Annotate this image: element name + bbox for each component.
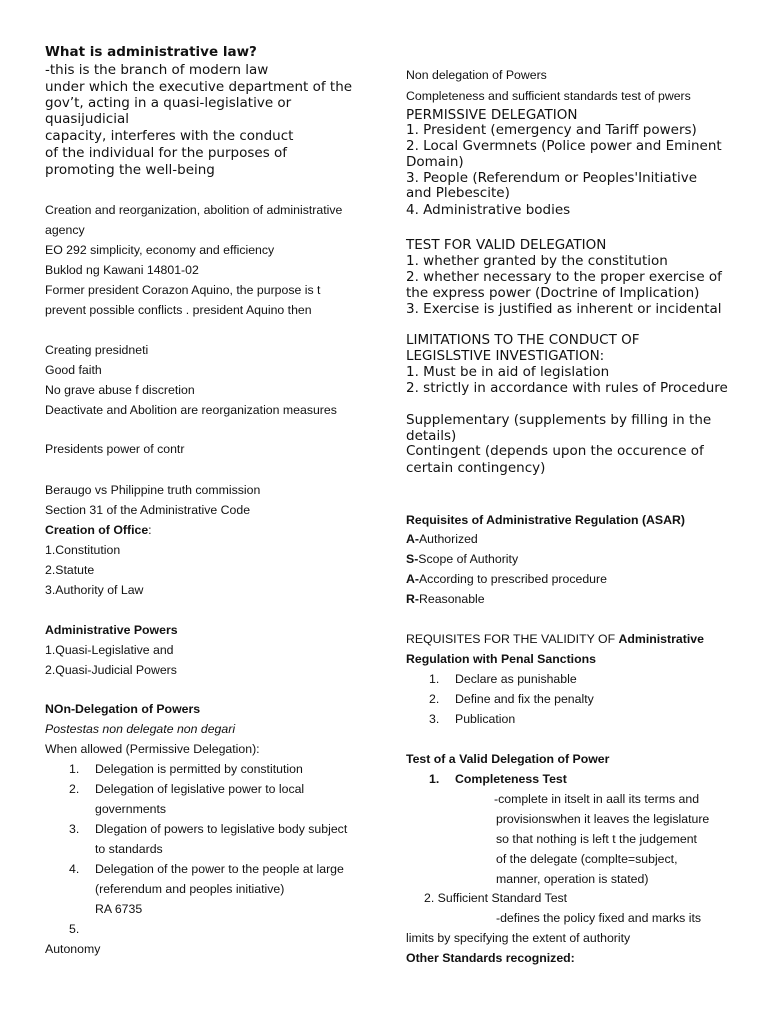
allowed-item: 3. Dlegation of powers to legislative body subject <box>69 822 348 836</box>
test-line: 2. whether necessary to the proper exercise of <box>406 269 722 285</box>
penal-item: 2. Define and fix the penalty <box>429 692 594 706</box>
creation-item: 2.Statute <box>45 563 95 577</box>
permissive-line: 3. People (Referendum or Peoples'Initiative <box>406 170 698 186</box>
admin-powers-item: 1.Quasi-Legislative and <box>45 643 174 657</box>
supp-line: Contingent (depends upon the occurence of <box>406 443 704 459</box>
asar-item: A-According to prescribed procedure <box>406 572 607 586</box>
test-line: 1. whether granted by the constitution <box>406 253 668 269</box>
penal-heading-cont: Regulation with Penal Sanctions <box>406 652 596 666</box>
penal-item: 3. Publication <box>429 712 516 726</box>
note-line: Former president Corazon Aquino, the purpose is t <box>45 283 321 297</box>
allowed-item: 5. <box>69 922 80 936</box>
asar-item: R-Reasonable <box>406 592 485 606</box>
supp-line: certain contingency) <box>406 460 546 476</box>
supp-line: details) <box>406 428 457 444</box>
completeness-line: Completeness and sufficient standards test of pwers <box>406 89 691 103</box>
test-line: 3. Exercise is justified as inherent or incidental <box>406 301 722 317</box>
doc-title: What is administrative law? <box>45 44 257 60</box>
definition-line: under which the executive department of the <box>45 79 353 95</box>
note-line: Section 31 of the Administrative Code <box>45 503 251 517</box>
completeness-desc: so that nothing is left t the judgement <box>496 832 697 846</box>
note-line: Creation and reorganization, abolition of administrative <box>45 203 343 217</box>
test-line: the express power (Doctrine of Implication) <box>406 285 700 301</box>
completeness-desc: -complete in itselt in aall its terms and <box>494 792 700 806</box>
definition-line: capacity, interferes with the conduct <box>45 128 294 144</box>
creation-item: 3.Authority of Law <box>45 583 144 597</box>
definition-line: gov’t, acting in a quasi-legislative or <box>45 95 292 111</box>
penal-item: 1. Declare as punishable <box>429 672 577 686</box>
permissive-line: 2. Local Gvermnets (Police power and Eminent <box>406 138 722 154</box>
note-line: Creating presidneti <box>45 343 149 357</box>
supp-line: Supplementary (supplements by filling in the <box>406 412 712 428</box>
note-line: Good faith <box>45 363 102 377</box>
permissive-line: Domain) <box>406 154 464 170</box>
allowed-item: 4. Delegation of the power to the people at large <box>69 862 344 876</box>
limits-heading: LEGISLSTIVE INVESTIGATION: <box>406 348 605 364</box>
nondelegation-heading: NOn-Delegation of Powers <box>45 702 201 716</box>
note-line: Presidents power of contr <box>45 442 185 456</box>
permissive-line: and Plebescite) <box>406 185 510 201</box>
allowed-item-cont: (referendum and peoples initiative) <box>95 882 285 896</box>
test-heading: TEST FOR VALID DELEGATION <box>406 237 607 253</box>
note-line: agency <box>45 223 85 237</box>
admin-powers-item: 2.Quasi-Judicial Powers <box>45 663 177 677</box>
latin-maxim: Postestas non delegate non degari <box>45 722 236 736</box>
allowed-item: 1. Delegation is permitted by constitution <box>69 762 303 776</box>
limits-line: 1. Must be in aid of legislation <box>406 364 610 380</box>
note-line: No grave abuse f discretion <box>45 383 195 397</box>
allowed-item-cont: governments <box>95 802 167 816</box>
permissive-line: 1. President (emergency and Tariff powers) <box>406 122 697 138</box>
admin-powers-heading: Administrative Powers <box>45 623 178 637</box>
asar-item: A-Authorized <box>406 532 478 546</box>
note-line: prevent possible conflicts . president Aquino then <box>45 303 312 317</box>
completeness-desc: provisionswhen it leaves the legislature <box>496 812 710 826</box>
definition-line: promoting the well-being <box>45 162 215 178</box>
asar-item: S-Scope of Authority <box>406 552 519 566</box>
allowed-item: 2. Delegation of legislative power to local <box>69 782 305 796</box>
allowed-item-cont: to standards <box>95 842 163 856</box>
note-line: Buklod ng Kawani 14801-02 <box>45 263 199 277</box>
other-standards-heading: Other Standards recognized: <box>406 951 575 965</box>
valid-test-heading: Test of a Valid Delegation of Power <box>406 752 610 766</box>
definition-line: quasijudicial <box>45 111 130 127</box>
sufficient-test: 2. Sufficient Standard Test <box>424 891 568 905</box>
when-allowed-label: When allowed (Permissive Delegation): <box>45 742 260 756</box>
creation-item: 1.Constitution <box>45 543 121 557</box>
note-line: Beraugo vs Philippine truth commission <box>45 483 261 497</box>
note-line: Deactivate and Abolition are reorganization measures <box>45 403 337 417</box>
asar-heading: Requisites of Administrative Regulation (ASAR) <box>406 513 685 527</box>
autonomy-label: Autonomy <box>45 942 101 956</box>
definition-line: of the individual for the purposes of <box>45 145 288 161</box>
note-line: EO 292 simplicity, economy and efficiency <box>45 243 275 257</box>
completeness-test: 1. Completeness Test <box>429 772 567 786</box>
completeness-desc: manner, operation is stated) <box>496 872 649 886</box>
completeness-desc: of the delegate (complte=subject, <box>496 852 678 866</box>
limits-line: 2. strictly in accordance with rules of Procedure <box>406 380 728 396</box>
nondelegation-line: Non delegation of Powers <box>406 68 547 82</box>
penal-heading: REQUISITES FOR THE VALIDITY OF Administrative <box>406 632 704 646</box>
limits-heading: LIMITATIONS TO THE CONDUCT OF <box>406 332 640 348</box>
definition-line: -this is the branch of modern law <box>45 62 269 78</box>
permissive-line: 4. Administrative bodies <box>406 202 571 218</box>
permissive-heading: PERMISSIVE DELEGATION <box>406 107 578 123</box>
sufficient-desc: -defines the policy fixed and marks its <box>496 911 702 925</box>
allowed-item-cont: RA 6735 <box>95 902 143 916</box>
sufficient-desc: limits by specifying the extent of authority <box>406 931 631 945</box>
creation-heading: Creation of Office: <box>45 523 152 537</box>
